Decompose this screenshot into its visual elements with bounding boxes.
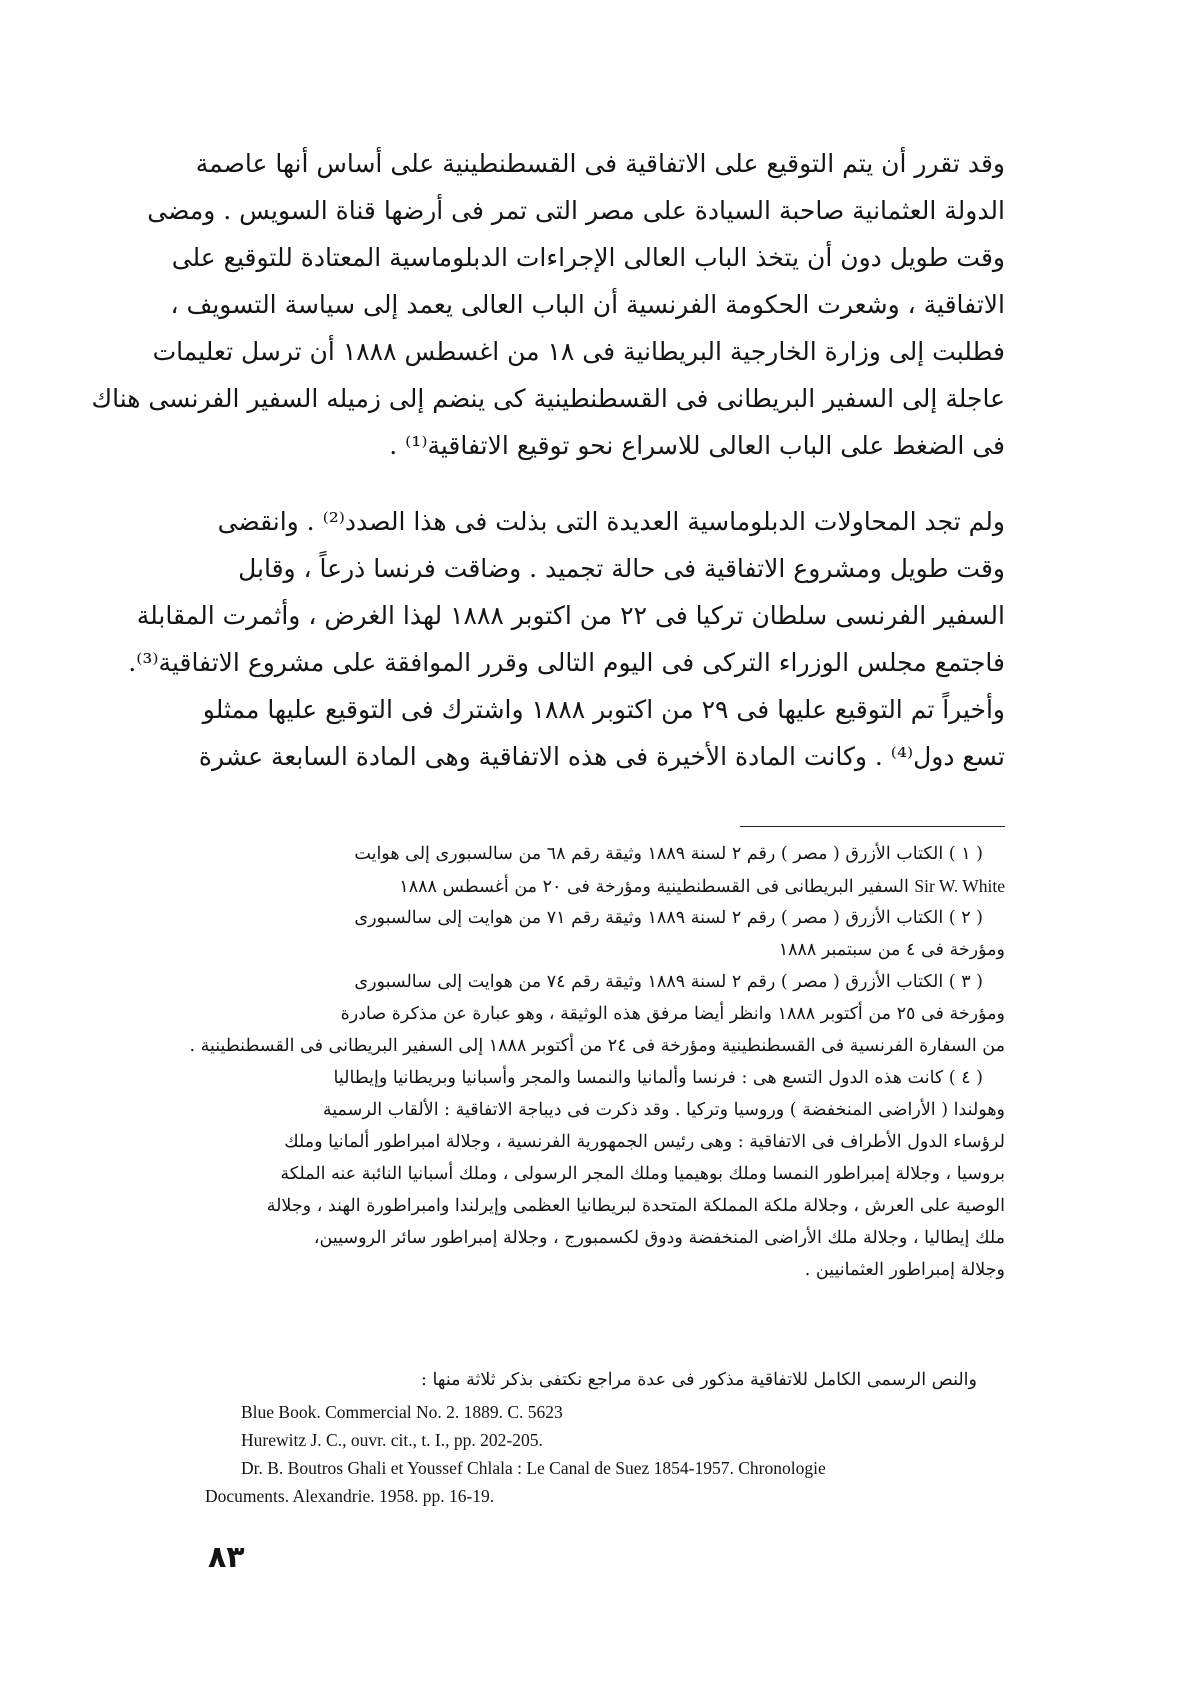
- paragraph-line: فى الضغط على الباب العالى للاسراع نحو توقيع الاتفاقية⁽¹⁾ .: [389, 431, 1005, 460]
- paragraph-line: وقد تقرر أن يتم التوقيع على الاتفاقية فى القسطنطينية على أساس أنها عاصمة: [195, 149, 1005, 178]
- footnote-line: ( ٤ ) كانت هذه الدول التسع هى : فرنسا وألمانيا والنمسا والمجر وأسبانيا وبريطانيا وإيطاليا: [333, 1068, 983, 1088]
- footnote-1: [205, 838, 1005, 902]
- body-paragraph-2: [128, 498, 1005, 780]
- footnote-line: ( ١ ) الكتاب الأزرق ( مصر ) رقم ٢ لسنة ١٨٨٩ وثيقة رقم ٦٨ من سالسبورى إلى هوايت: [354, 844, 983, 864]
- footnote-line: ( ٣ ) الكتاب الأزرق ( مصر ) رقم ٢ لسنة ١٨٨٩ وثيقة رقم ٧٤ من هوايت إلى سالسبورى: [354, 972, 983, 992]
- footnote-3: [189, 966, 1005, 1062]
- footnote-line: من السفارة الفرنسية فى القسطنطينية ومؤرخة فى ٢٤ من أكتوبر ١٨٨٨ إلى السفير البريطانى فى القسطنطينية .: [189, 1036, 1005, 1056]
- footnote-latin-name: Sir W. White: [914, 876, 1005, 896]
- footnote-line: وجلالة إمبراطور العثمانيين .: [804, 1260, 1005, 1280]
- paragraph-line: الاتفاقية ، وشعرت الحكومة الفرنسية أن الباب العالى يعمد إلى سياسة التسويف ،: [170, 290, 1005, 319]
- footnote-line: ومؤرخة فى ٢٥ من أكتوبر ١٨٨٨ وانظر أيضا مرفق هذه الوثيقة ، وهو عبارة عن مذكرة صادرة: [340, 1004, 1005, 1024]
- paragraph-line: السفير الفرنسى سلطان تركيا فى ٢٢ من اكتوبر ١٨٨٨ لهذا الغرض ، وأثمرت المقابلة: [136, 601, 1005, 630]
- footnote-line: وهولندا ( الأراضى المنخفضة ) وروسيا وتركيا . وقد ذكرت فى ديباجة الاتفاقية : الألقاب الرسمية: [322, 1100, 1005, 1120]
- footnote-separator: [740, 826, 1005, 827]
- body-paragraph-1: [91, 140, 1005, 469]
- footnote-text: السفير البريطانى فى القسطنطينية ومؤرخة فى ٢٠ من أغسطس ١٨٨٨: [399, 877, 909, 897]
- footnote-line: ملك إيطاليا ، وجلالة ملك الأراضى المنخفضة ودوق لكسمبورج ، وجلالة إمبراطور سائر الروسيين،: [313, 1228, 1005, 1248]
- footnote-line: الوصية على العرش ، وجلالة ملكة المملكة المتحدة لبريطانيا العظمى وإيرلندا وامبراطورة الهند ، وجلالة: [266, 1196, 1005, 1216]
- reference-item: Hurewitz J. C., ouvr. cit., t. I., pp. 202-205.: [241, 1430, 543, 1450]
- page-number: ٨٣: [208, 1540, 245, 1575]
- footnote-4: [205, 1062, 1005, 1286]
- footnote-line: [205, 870, 1005, 902]
- paragraph-line: وأخيراً تم التوقيع عليها فى ٢٩ من اكتوبر ١٨٨٨ واشترك فى التوقيع عليها ممثلو: [202, 695, 1005, 724]
- reference-item: Dr. B. Boutros Ghali et Youssef Chlala : Le Canal de Suez 1854-1957. Chronologie: [241, 1458, 826, 1478]
- paragraph-line: فطلبت إلى وزارة الخارجية البريطانية فى ١٨ من اغسطس ١٨٨٨ أن ترسل تعليمات: [152, 337, 1005, 366]
- paragraph-line: وقت طويل دون أن يتخذ الباب العالى الإجراءات الدبلوماسية المعتادة للتوقيع على: [171, 243, 1005, 272]
- paragraph-line: الدولة العثمانية صاحبة السيادة على مصر التى تمر فى أرضها قناة السويس . ومضى: [147, 196, 1005, 225]
- footnote-line: ( ٢ ) الكتاب الأزرق ( مصر ) رقم ٢ لسنة ١٨٨٩ وثيقة رقم ٧١ من هوايت إلى سالسبورى: [354, 908, 983, 928]
- reference-item: Blue Book. Commercial No. 2. 1889. C. 5623: [241, 1402, 563, 1422]
- paragraph-line: فاجتمع مجلس الوزراء التركى فى اليوم التالى وقرر الموافقة على مشروع الاتفاقية⁽³⁾.: [128, 648, 1005, 677]
- references-intro: والنص الرسمى الكامل للاتفاقية مذكور فى عدة مراجع نكتفى بذكر ثلاثة منها :: [421, 1370, 977, 1390]
- paragraph-line: ولم تجد المحاولات الدبلوماسية العديدة التى بذلت فى هذا الصدد⁽²⁾ . وانقضى: [217, 507, 1005, 536]
- footnotes: [189, 838, 1005, 1286]
- reference-item: Documents. Alexandrie. 1958. pp. 16-19.: [205, 1486, 495, 1506]
- paragraph-line: وقت طويل ومشروع الاتفاقية فى حالة تجميد . وضاقت فرنسا ذرعاً ، وقابل: [238, 554, 1005, 583]
- paragraph-line: تسع دول⁽⁴⁾ . وكانت المادة الأخيرة فى هذه الاتفاقية وهى المادة السابعة عشرة: [198, 742, 1005, 771]
- footnote-2: [205, 902, 1005, 966]
- paragraph-line: عاجلة إلى السفير البريطانى فى القسطنطينية كى ينضم إلى زميله السفير الفرنسى هناك: [91, 384, 1005, 413]
- references-list: [205, 1398, 1005, 1510]
- footnote-line: ومؤرخة فى ٤ من سبتمبر ١٨٨٨: [778, 940, 1005, 960]
- footnote-line: لرؤساء الدول الأطراف فى الاتفاقية : وهى رئيس الجمهورية الفرنسية ، وجلالة امبراطور ألمانيا وملك: [284, 1132, 1005, 1152]
- footnote-line: بروسيا ، وجلالة إمبراطور النمسا وملك بوهيميا وملك المجر الرسولى ، وملك أسبانيا النائبة عنه الملكة: [280, 1164, 1005, 1184]
